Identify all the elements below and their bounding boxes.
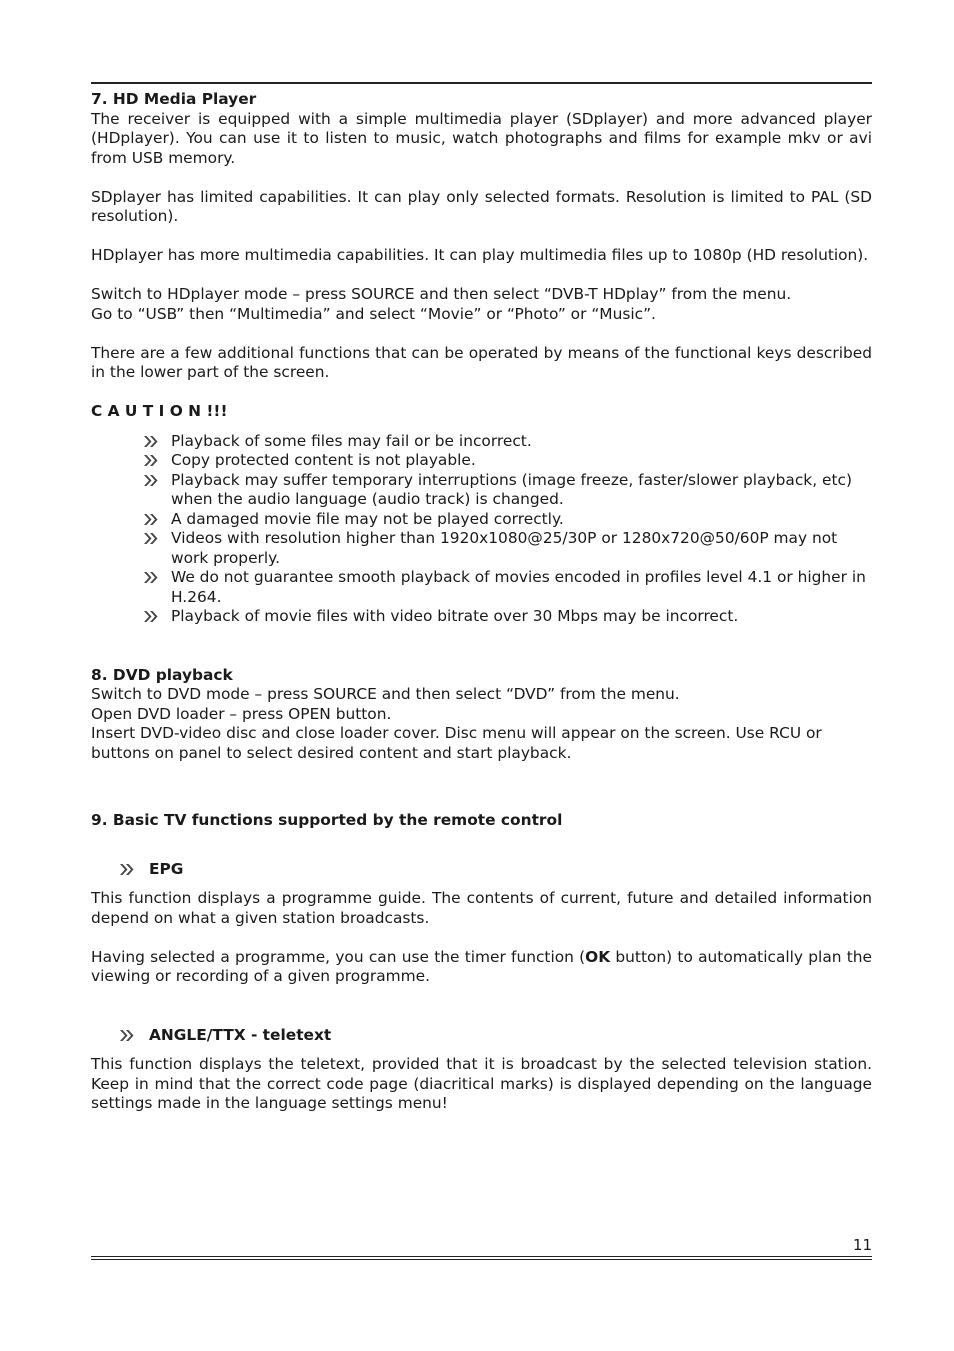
- section-9-title: 9. Basic TV functions supported by the remote control: [91, 811, 563, 829]
- page-number: 11: [852, 1236, 872, 1254]
- epg-paragraph-2: [91, 948, 872, 987]
- sec8-line-1: Switch to DVD mode – press SOURCE and then select “DVD” from the menu.: [91, 685, 680, 703]
- ttx-title: ANGLE/TTX - teletext: [149, 1025, 332, 1044]
- sec7-paragraph-4b: Go to “USB” then “Multimedia” and select “Movie” or “Photo” or “Music”.: [91, 304, 656, 323]
- ttx-paragraph-1: This function displays the teletext, provided that it is broadcast by the selected television station. Keep in mind that the correct code page (diacritical marks) is displayed depending on the language settings made in the language settings menu!: [91, 1055, 872, 1112]
- double-arrow-icon: [143, 454, 159, 467]
- list-item: [143, 510, 872, 530]
- caution-item-text: A damaged movie file may not be played correctly.: [171, 509, 564, 528]
- caution-item-text: Playback of movie files with video bitrate over 30 Mbps may be incorrect.: [171, 607, 739, 625]
- double-arrow-icon: [119, 1029, 135, 1042]
- double-arrow-icon: [143, 532, 159, 545]
- caution-item-text: Playback may suffer temporary interruptions (image freeze, faster/slower playback, etc) when the audio language (audio track) is changed.: [171, 470, 852, 508]
- double-arrow-icon: [143, 571, 159, 584]
- caution-item-text: Videos with resolution higher than 1920x1080@25/30P or 1280x720@50/60P may not work properly.: [171, 529, 838, 567]
- section-7-title: 7. HD Media Player: [91, 90, 257, 108]
- list-item: [143, 432, 872, 452]
- list-item: [143, 607, 872, 627]
- double-arrow-icon: [143, 610, 159, 623]
- double-arrow-icon: [143, 435, 159, 448]
- ttx-subheading: [91, 1026, 872, 1046]
- double-arrow-icon: [143, 474, 159, 487]
- sec7-paragraph-1: The receiver is equipped with a simple multimedia player (SDplayer) and more advanced player (HDplayer). You can use it to listen to music, watch photographs and films for example mkv or avi from USB memory.: [91, 109, 872, 167]
- epg-p2-post: button) to automatically plan the viewing or recording of a given programme.: [91, 947, 872, 985]
- epg-paragraph-1: This function displays a programme guide. The contents of current, future and detailed information depend on what a given station broadcasts.: [91, 889, 872, 927]
- caution-item-text: Copy protected content is not playable.: [171, 451, 476, 469]
- caution-item-text: Playback of some files may fail or be incorrect.: [171, 431, 532, 450]
- sec7-paragraph-3: HDplayer has more multimedia capabilities. It can play multimedia files up to 1080p (HD resolution).: [91, 246, 869, 264]
- sec7-paragraph-4a: Switch to HDplayer mode – press SOURCE and then select “DVB-T HDplay” from the menu.: [91, 285, 792, 303]
- double-arrow-icon: [119, 863, 135, 876]
- page-content: [91, 90, 872, 1114]
- list-item: [143, 471, 872, 510]
- caution-list: [91, 432, 872, 627]
- caution-title: C A U T I O N !!!: [91, 402, 228, 420]
- double-arrow-icon: [143, 513, 159, 526]
- epg-title: EPG: [149, 859, 184, 878]
- ok-key-label: OK: [585, 947, 611, 966]
- section-8-title: 8. DVD playback: [91, 665, 233, 684]
- caution-item-text: We do not guarantee smooth playback of movies encoded in profiles level 4.1 or higher in H.264.: [171, 568, 866, 606]
- epg-p2-pre: Having selected a programme, you can use the timer function (: [91, 947, 586, 966]
- sec8-line-2: Open DVD loader – press OPEN button.: [91, 704, 392, 723]
- top-rule: [91, 82, 872, 84]
- list-item: [143, 451, 872, 471]
- sec8-line-3: Insert DVD-video disc and close loader cover. Disc menu will appear on the screen. Use RCU or buttons on panel to select desired content and start playback.: [91, 724, 822, 762]
- bottom-rule-double: [91, 1259, 872, 1260]
- list-item: [143, 568, 872, 607]
- sec7-paragraph-2: SDplayer has limited capabilities. It can play only selected formats. Resolution is limited to PAL (SD resolution).: [91, 187, 872, 225]
- epg-subheading: [91, 860, 872, 880]
- sec7-paragraph-5: There are a few additional functions that can be operated by means of the functional keys described in the lower part of the screen.: [91, 343, 872, 381]
- bottom-rule: [91, 1256, 872, 1257]
- list-item: [143, 529, 872, 568]
